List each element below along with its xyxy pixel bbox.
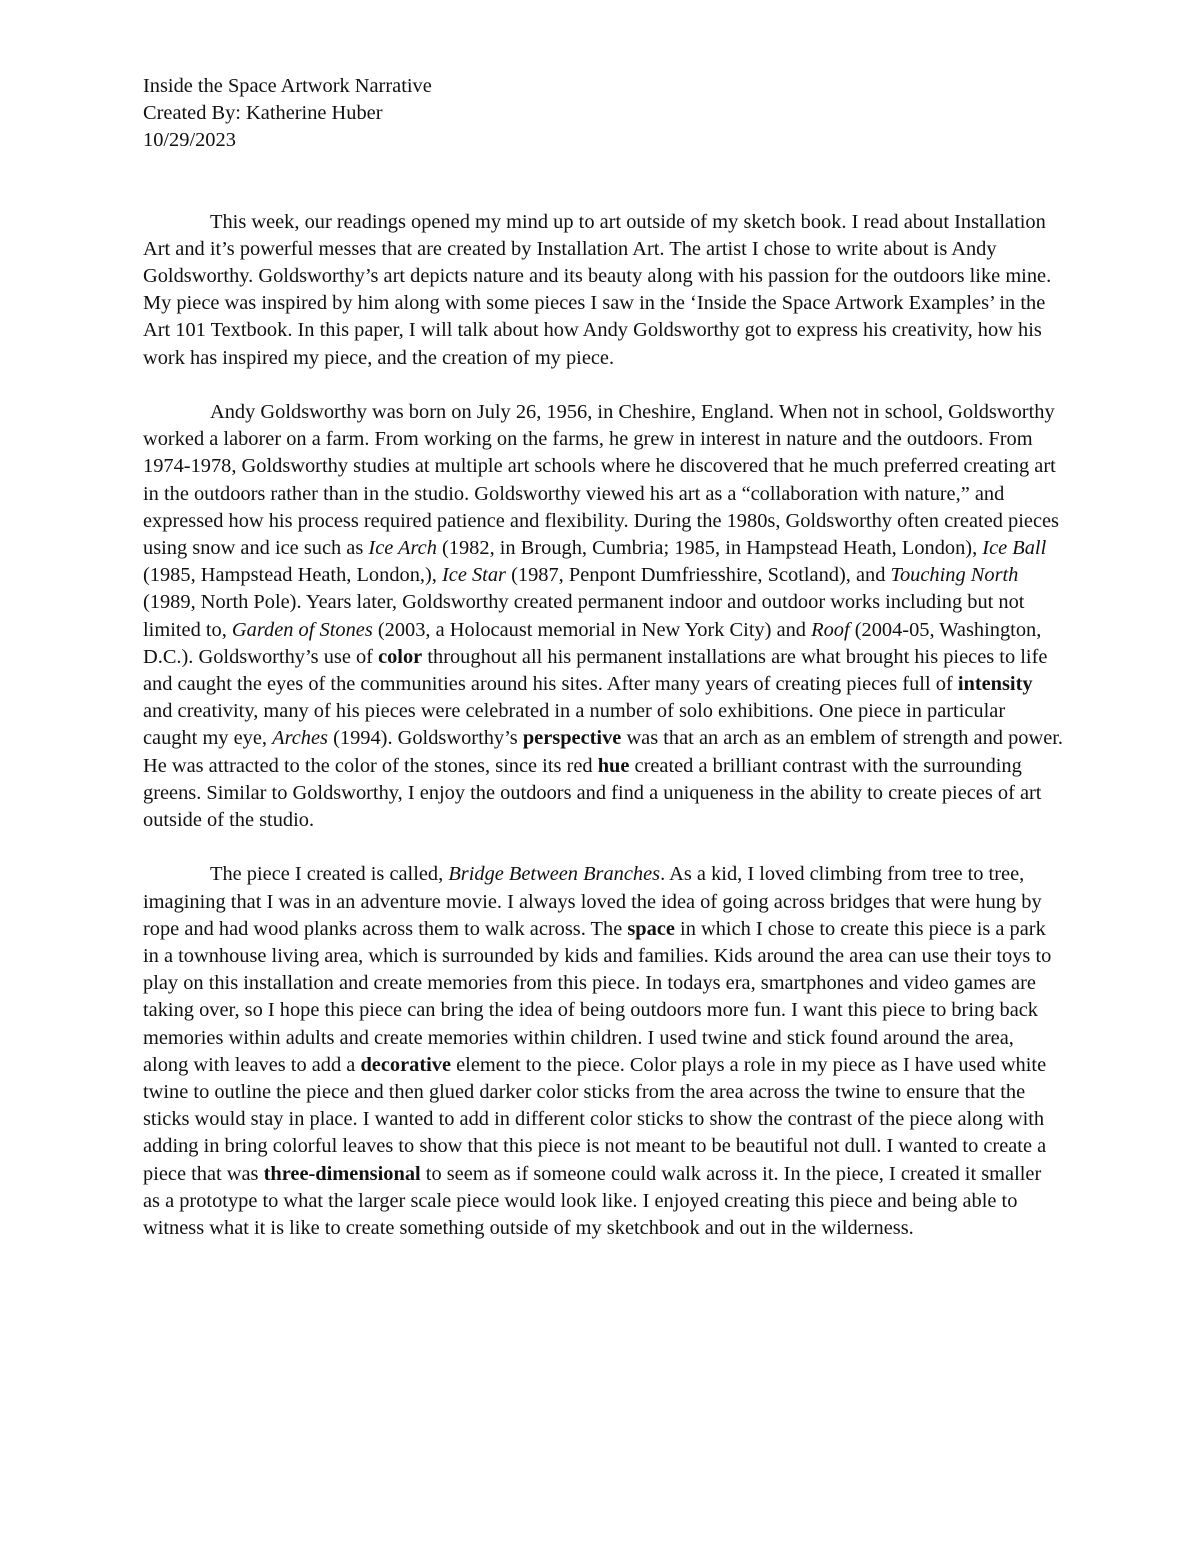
paragraph [143, 861, 1063, 1242]
italic-title: Arches [272, 727, 328, 750]
text-run: (1985, Hampstead Heath, London,), [143, 564, 442, 587]
document-title: Inside the Space Artwork Narrative [143, 75, 432, 97]
italic-title: Touching North [890, 564, 1019, 587]
document-author: Created By: Katherine Huber [143, 102, 383, 125]
text-run: (1994). Goldsworthy’s [327, 727, 523, 750]
text-run: element to the piece. Color plays a role in my piece as I have used white twine to outline the piece and then glued darker color sticks from the area across the twine to ensure that the sticks would stay in place. I wanted to add in different color sticks to show the contrast of the piece along with adding in bring colorful leaves to show that this piece is not meant to be beautiful not dull. I wanted to create a piece that was [143, 1053, 1047, 1185]
text-run: This week, our readings opened my mind up to art outside of my sketch book. I read about Installation Art and it’s powerful messes that are created by Installation Art. The artist I chose to write about is Andy Goldsworthy. Goldsworthy’s art depicts nature and its beauty along with his passion for the outdoors like mine. My piece was inspired by him along with some pieces I saw in the ‘Inside the Space Artwork Examples’ in the Art 101 Textbook. In this paper, I will talk about how Andy Goldsworthy got to express his creativity, how his work has inspired my piece, and the creation of my piece. [143, 210, 1052, 369]
text-run: created a brilliant contrast with the surrounding greens. Similar to Goldsworthy, I enjoy the outdoors and find a uniqueness in the ability to create pieces of art outside of the studio. [143, 754, 1042, 832]
bold-term: hue [597, 754, 630, 777]
document-body [143, 209, 1063, 1243]
text-run: throughout all his permanent installations are what brought his pieces to life and caught the eyes of the communities around his sites. After many years of creating pieces full of [143, 645, 1048, 696]
paragraph [143, 399, 1063, 834]
text-run: The piece I created is called, [210, 863, 449, 886]
text-run: was that an arch as an emblem of strength and power. He was attracted to the color of the stones, since its red [143, 727, 1064, 777]
italic-title: Garden of Stones [231, 618, 373, 641]
paragraph [143, 209, 1063, 372]
document-date: 10/29/2023 [143, 129, 236, 152]
document-header [143, 73, 1063, 155]
italic-title: Ice Ball [982, 537, 1047, 560]
bold-term: decorative [360, 1053, 452, 1076]
text-run: to seem as if someone could walk across it. In the piece, I created it smaller as a prototype to what the larger scale piece would look like. I enjoyed creating this piece and being able to witness what it is like to create something outside of my sketchbook and out in the wilderness. [143, 1162, 1042, 1240]
bold-term: color [378, 645, 423, 668]
text-run: (2004-05, Washington, D.C.). Goldsworthy’s use of [143, 618, 1042, 668]
text-run: (2003, a Holocaust memorial in New York City) and [372, 618, 812, 641]
text-run: (1987, Penpont Dumfriesshire, Scotland), and [505, 564, 891, 587]
italic-title: Ice Star [442, 564, 506, 587]
text-run: and creativity, many of his pieces were celebrated in a number of solo exhibitions. One piece in particular caught my eye, [143, 700, 1006, 750]
text-run: Andy Goldsworthy was born on July 26, 1956, in Cheshire, England. When not in school, Goldsworthy worked a laborer on a farm. From working on the farms, he grew in interest in nature and the outdoors. From 1974-1978, Goldsworthy studies at multiple art schools where he discovered that he much preferred creating art in the outdoors rather than in the studio. Goldsworthy viewed his art as a “collaboration with nature,” and expressed how his process required patience and flexibility. During the 1980s, Goldsworthy often created pieces using snow and ice such as [143, 401, 1059, 560]
text-run: (1982, in Brough, Cumbria; 1985, in Hampstead Heath, London), [436, 537, 983, 560]
text-run: . As a kid, I loved climbing from tree to tree, imagining that I was in an adventure movie. I always loved the idea of going across bridges that were hung by rope and had wood planks across them to walk across. The [143, 863, 1042, 940]
bold-term: space [627, 917, 675, 940]
bold-term: intensity [957, 673, 1033, 696]
bold-term: three-dimensional [263, 1162, 421, 1185]
document-page [143, 73, 1063, 1242]
italic-title: Roof [811, 618, 850, 641]
italic-title: Ice Arch [368, 537, 437, 560]
italic-title: Bridge Between Branches [448, 863, 661, 886]
text-run: (1989, North Pole). Years later, Goldsworthy created permanent indoor and outdoor works including but not limited to, [143, 591, 1025, 641]
bold-term: perspective [522, 727, 622, 750]
text-run: in which I chose to create this piece is a park in a townhouse living area, which is surrounded by kids and families. Kids around the area can use their toys to play on this installation and create memories from this piece. In todays era, smartphones and video games are taking over, so I hope this piece can bring the idea of being outdoors more fun. I want this piece to bring back memories within adults and create memories within children. I used twine and stick found around the area, along with leaves to add a [143, 917, 1052, 1076]
